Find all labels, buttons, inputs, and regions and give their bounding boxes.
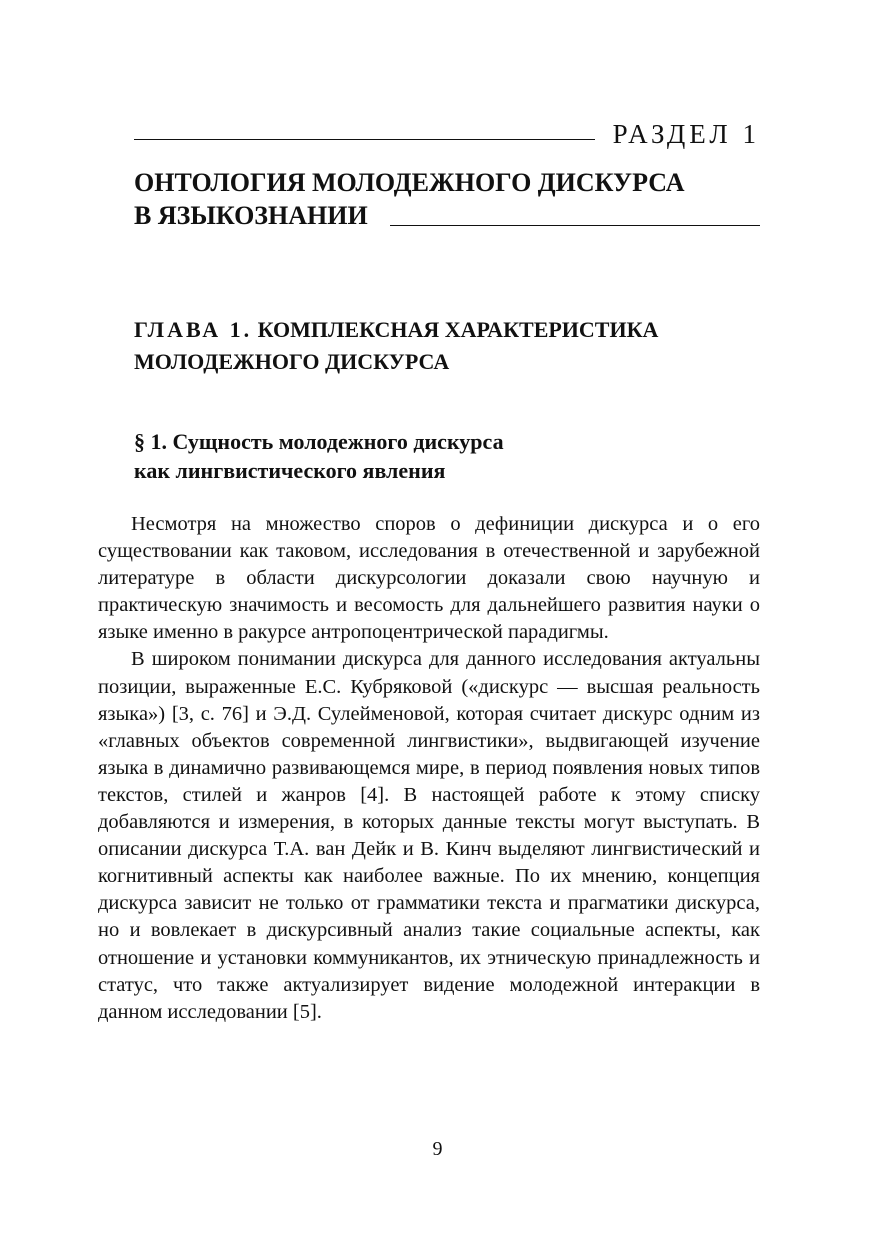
section-title-rule	[390, 225, 760, 226]
chapter-title-line1: КОМПЛЕКСНАЯ ХАРАКТЕРИСТИКА	[257, 317, 659, 342]
chapter-title-line2: МОЛОДЕЖНОГО ДИСКУРСА	[134, 349, 450, 374]
body-text	[98, 511, 760, 1026]
body-paragraph: В широком понимании дискурса для данного исследования актуальны позиции, выраженные Е.С. Кубряковой («дискурс — высшая реальность языка») [3, с. 76] и Э.Д. Сулейменовой, которая считает дискурс одним из «главных объектов современной лингвистики», выдвигающей изучение языка в динамично развивающемся мире, в период появления новых типов текстов, стилей и жанров [4]. В настоящей работе к этому списку добавляются и измерения, в которых данные тексты могут выступать. В описании дискурса Т.А. ван Дейк и В. Кинч выделяют лингвистический и когнитивный аспекты как наиболее важные. По их мнению, концепция дискурса зависит не только от грамматики текста и прагматики дискурса, но и вовлекает в дискурсивный анализ такие социальные аспекты, как отношение и установки коммуникантов, их этническую принадлежность и статус, что также актуализирует видение молодежной интеракции в данном исследовании [5].	[98, 648, 760, 1023]
section-title-line2-row	[134, 199, 760, 232]
section-title-line1: ОНТОЛОГИЯ МОЛОДЕЖНОГО ДИСКУРСА	[134, 168, 685, 197]
section-title	[134, 166, 760, 232]
chapter-title	[134, 314, 760, 378]
section-header	[134, 108, 760, 148]
paragraph-heading-line1: § 1. Сущность молодежного дискурса	[134, 429, 504, 454]
section-label: РАЗДЕЛ 1	[612, 119, 760, 149]
chapter-label: ГЛАВА 1.	[134, 317, 253, 342]
paragraph-heading-line2: как лингвистического явления	[134, 458, 446, 483]
section-title-line2: В ЯЗЫКОЗНАНИИ	[134, 201, 368, 230]
section-rule	[134, 139, 595, 140]
paragraph-heading	[134, 427, 760, 485]
page-number: 9	[432, 1138, 443, 1160]
chapter-title-line1-row	[134, 314, 760, 346]
body-paragraph: Несмотря на множество споров о дефиниции дискурса и о его существовании как таковом, исследования в отечественной и зарубежной литературе в области дискурсологии доказали свою научную и практическую значимость и весомость для дальнейшего развития науки о языке именно в ракурсе антропоцентрической парадигмы.	[98, 513, 760, 644]
